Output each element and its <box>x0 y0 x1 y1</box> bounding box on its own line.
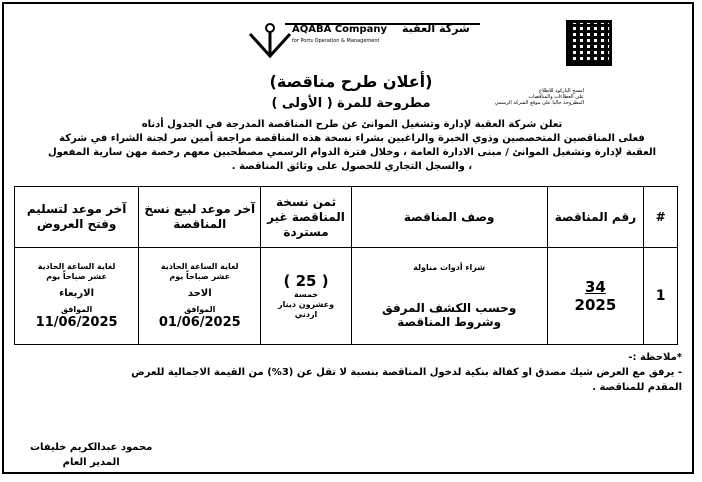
qr-code[interactable] <box>566 20 612 66</box>
table-header-row <box>15 187 678 248</box>
header-sale-deadline: آخر موعد لبيع نسخ المناقصة <box>139 187 261 248</box>
tender-number: 34 <box>584 278 606 296</box>
submit-day: الاربعاء <box>59 288 95 299</box>
header-index: # <box>644 187 678 248</box>
description-line: وحسب الكشف المرفق <box>382 301 517 315</box>
signature-role: المدير العام <box>62 457 120 468</box>
row-index: 1 <box>644 248 678 345</box>
page-subtitle: مطروحة للمرة ( الأولى ) <box>271 96 431 111</box>
qr-caption-line: على العطاءات والمناقصات <box>528 94 584 100</box>
submit-time: عشر صباحاً يوم <box>46 272 108 281</box>
header-description: وصف المناقصة <box>351 187 547 248</box>
header-price: ثمن نسخة المناقصة غير مستردة <box>261 187 352 248</box>
signature <box>30 440 152 470</box>
submit-time: لغاية الساعة الحادية <box>37 262 116 271</box>
submit-label: الموافق <box>60 305 93 314</box>
page-title: (أعلان طرح مناقصة) <box>269 72 433 91</box>
description-line: وشروط المناقصة <box>397 315 502 329</box>
sale-time: لغاية الساعة الحادية <box>160 262 239 271</box>
tender-year: 2025 <box>574 296 617 314</box>
price-words: وعشرون دينار <box>277 300 335 309</box>
header-number: رقم المناقصة <box>547 187 644 248</box>
sale-time: عشر صباحاً يوم <box>169 272 231 281</box>
price-words: خمسة <box>293 290 319 299</box>
intro-line: ، والسجل التجاري للحصول على وثائق المناقصة . <box>231 161 473 172</box>
row-description <box>351 248 547 345</box>
notes <box>22 350 682 395</box>
sale-day: الاحد <box>187 288 212 299</box>
signature-name: محمود عبدالكريم خليفات <box>30 442 153 453</box>
intro-line: فعلى المناقصين المتخصصين وذوي الخبرة والراغبين بشراء نسخة هذه المناقصة مراجعة أمين سر لجنة الشراء في شركة <box>59 133 645 144</box>
notes-line: - يرفق مع العرض شيك مصدق او كفالة بنكية لدخول المناقصة بنسبة لا تقل عن (3%) من القيمة الاجمالية للعرض <box>131 367 682 378</box>
logo-english-sub: for Ports Operation & Management <box>292 38 380 44</box>
notes-line: المقدم للمناقصة . <box>592 382 682 393</box>
price-value: ( 25 ) <box>283 272 329 290</box>
notes-heading: *ملاحظة :- <box>628 352 682 363</box>
intro-line: العقبة لإدارة وتشغيل الموانئ / مبنى الادارة العامة ، وخلال فترة الدوام الرسمي مصطحبين معهم رخصة مهن سارية المفعول <box>47 147 657 158</box>
qr-caption-line: امسح الباركود للاطلاع <box>539 88 584 94</box>
table-row <box>15 248 678 345</box>
price-words: اردني <box>294 310 318 319</box>
logo-arabic: شركة العقبة <box>402 22 470 35</box>
sale-label: الموافق <box>184 305 216 314</box>
row-submit-deadline <box>15 248 139 345</box>
submit-date: 11/06/2025 <box>35 315 118 330</box>
tender-table <box>14 186 678 345</box>
row-number <box>547 248 644 345</box>
qr-caption-line: المطروحة حاليا على موقع الشركة الرسمي <box>494 100 584 106</box>
sale-date: 01/06/2025 <box>158 315 241 330</box>
row-price <box>261 248 352 345</box>
row-sale-deadline <box>139 248 261 345</box>
intro-line: تعلن شركة العقبة لإدارة وتشغيل الموانئ عن طرح المناقصة المدرجة في الجدول أدناه <box>141 119 563 130</box>
header-submit-deadline: آخر موعد لتسليم وفتح العروض <box>15 187 139 248</box>
intro-text <box>22 118 682 174</box>
logo-english: AQABA Company <box>292 24 387 35</box>
description-title: شراء أدوات مناولة <box>413 263 486 272</box>
